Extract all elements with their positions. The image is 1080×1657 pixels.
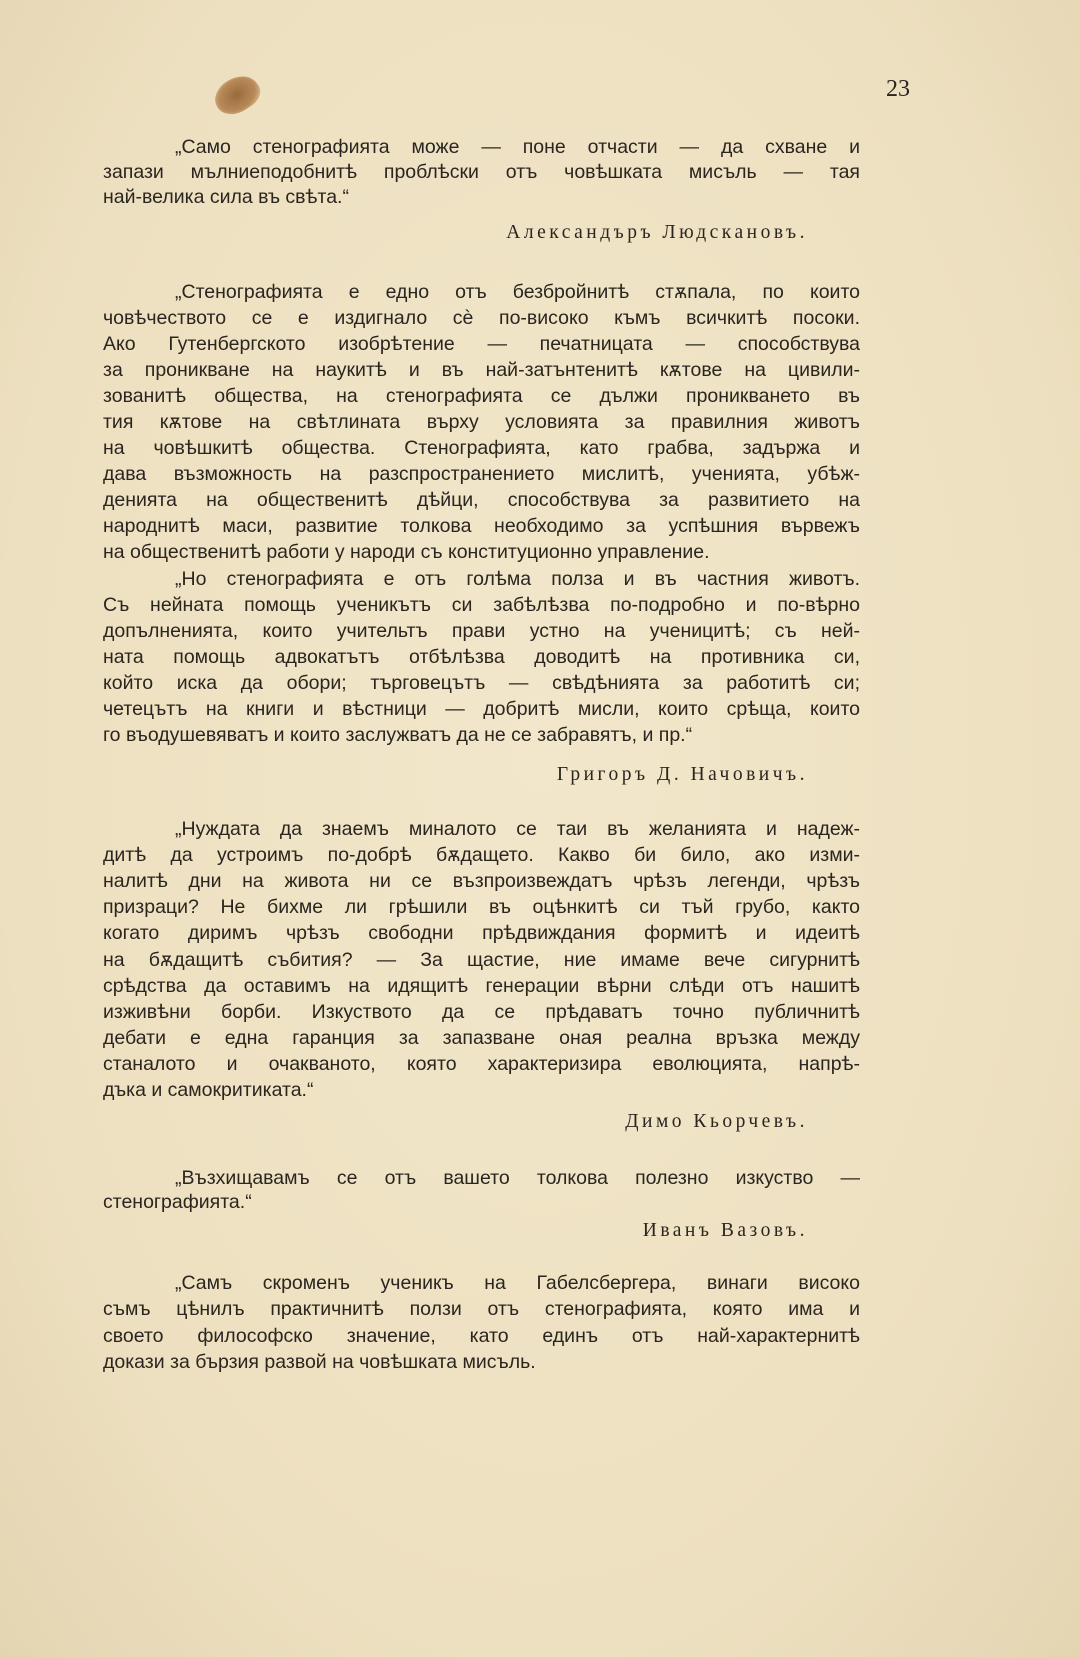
quote-author: Григоръ Д. Начовичъ. [556,764,808,785]
text-line: когато диримъ чрѣзъ свободни прѣдвиждания формитѣ и идеитѣ [103,922,860,945]
text-line: съмъ цѣнилъ практичнитѣ ползи отъ стенографията, която има и [103,1298,860,1321]
text-line: на човѣшкитѣ общества. Стенографията, като грабва, задържа и [103,437,860,459]
page-number: 23 [886,76,910,102]
quote-author: Иванъ Вазовъ. [642,1220,808,1241]
text-line: Съ нейната помощь ученикътъ си забѣлѣзва по-подробно и по-вѣрно [103,594,860,616]
text-line: „Само стенографията може — поне отчасти — да схване и [175,136,860,158]
text-line: Ако Гутенбергското изобрѣтение — печатницата — способствува [103,333,860,355]
text-line: изживѣни борби. Изкуството да се прѣдаватъ точно публичнитѣ [103,1000,860,1023]
text-line: „Нуждата да знаемъ миналото се таи въ желанията и надеж- [175,818,860,840]
text-line: най-велика сила въ свѣта.“ [103,186,349,208]
text-line: тия кѫтове на свѣтлината върху условията за правилния животъ [103,411,860,433]
text-line: дъка и самокритиката.“ [103,1079,314,1101]
text-line: призраци? Не бихме ли грѣшили въ оцѣнкитѣ си тъй грубо, както [103,896,860,919]
text-line: станалото и очакваното, която характеризира еволюцията, напрѣ- [103,1052,860,1075]
text-line: народнитѣ маси, развитие толкова необходимо за успѣшния вървежъ [103,515,860,537]
text-line: човѣчеството се е издигнало сѐ по-високо къмъ всичкитѣ посоки. [103,307,860,329]
text-line: срѣдства да оставимъ на идящитѣ генерации вѣрни слѣди отъ нашитѣ [103,974,860,997]
quote-author: Александъръ Людскановъ. [506,222,808,243]
text-line: допълненията, които учительтъ прави устно на ученицитѣ; съ ней- [103,620,860,642]
text-line: стенографията.“ [103,1191,252,1213]
text-line: дитѣ да устроимъ по-добрѣ бѫдащето. Какво би било, ако изми- [103,844,860,867]
stain-mark [208,68,265,122]
text-line: налитѣ дни на живота ни се възпроизвеждатъ чрѣзъ легенди, чрѣзъ [103,870,860,893]
text-line: ната помощь адвокатътъ отбѣлѣзва доводитѣ на противника си, [103,646,860,668]
text-line: дебати е една гаранция за запазване оная реална връзка между [103,1026,860,1049]
text-line: „Стенографията е едно отъ безбройнитѣ стѫпала, по които [175,281,860,303]
text-line: който иска да обори; търговецътъ — свѣдѣнията за работитѣ си; [103,672,860,694]
text-line: на общественитѣ работи у народи съ конституционно управление. [103,541,710,563]
quote-author: Димо Кьорчевъ. [625,1111,808,1132]
text-line: докази за бързия развой на човѣшката мисъль. [103,1350,536,1373]
text-line: четецътъ на книги и вѣстници — добритѣ мисли, които срѣща, които [103,698,860,720]
text-line: за проникване на наукитѣ и въ най-затънтенитѣ кѫтове на цивили- [103,359,860,381]
text-line: запази мълниеподобнитѣ проблѣски отъ човѣшката мисъль — тая [103,161,860,183]
text-line: зованитѣ общества, на стенографията се дължи проникването въ [103,385,860,407]
text-line: дава възможность на разспространението мислитѣ, ученията, убѣж- [103,463,860,485]
text-line: „Но стенографията е отъ голѣма полза и въ частния животъ. [175,568,860,590]
text-line: „Възхищавамъ се отъ вашето толкова полезно изкуство — [175,1167,860,1189]
text-line: го въодушевяватъ и които заслужватъ да не се забравятъ, и пр.“ [103,724,693,746]
text-line: денията на общественитѣ дѣйци, способствува за развитието на [103,489,860,511]
text-line: „Самъ скроменъ ученикъ на Габелсбергера, винаги високо [175,1272,860,1294]
text-line: на бѫдащитѣ събития? — За щастие, ние имаме вече сигурнитѣ [103,948,860,971]
text-line: своето философско значение, като единъ отъ най-характернитѣ [103,1324,860,1347]
